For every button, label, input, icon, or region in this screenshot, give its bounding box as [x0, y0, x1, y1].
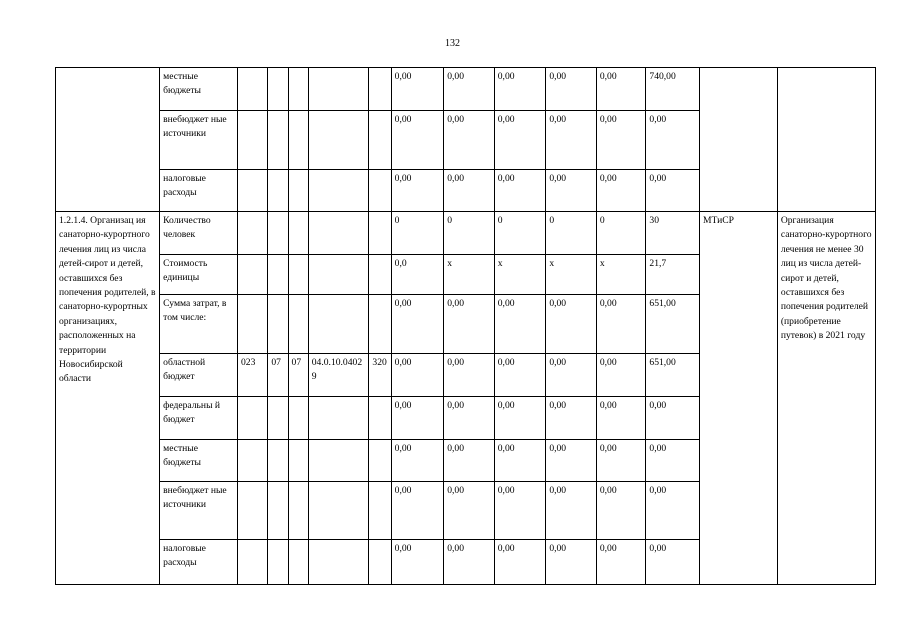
indicator-cell: внебюджет ные источники — [160, 482, 238, 540]
value-cell: 0 — [391, 212, 444, 255]
value-cell: 0,00 — [391, 170, 444, 212]
indicator-cell: налоговые расходы — [160, 170, 238, 212]
value-cell: 0,00 — [444, 68, 495, 111]
indicator-cell: местные бюджеты — [160, 440, 238, 482]
vr-cell — [369, 482, 391, 540]
value-cell: 740,00 — [646, 68, 700, 111]
value-cell: 0 — [494, 212, 546, 255]
value-cell: x — [444, 255, 495, 295]
value-cell: 0,00 — [596, 170, 646, 212]
value-cell: 0,00 — [546, 68, 597, 111]
value-cell: 0,00 — [391, 482, 444, 540]
csr-cell — [308, 397, 369, 440]
value-cell: 0,00 — [494, 68, 546, 111]
value-cell: 0,00 — [596, 295, 646, 354]
vr-cell — [369, 170, 391, 212]
value-cell: 0,00 — [646, 440, 700, 482]
value-cell: 0,00 — [391, 397, 444, 440]
pr-cell — [288, 397, 308, 440]
value-cell: 0,00 — [646, 170, 700, 212]
csr-cell — [308, 482, 369, 540]
csr-cell — [308, 295, 369, 354]
grbs-cell — [237, 482, 267, 540]
pr-cell — [288, 540, 308, 585]
pr-cell — [288, 482, 308, 540]
grbs-cell — [237, 111, 267, 170]
rz-cell — [268, 212, 288, 255]
rz-cell — [268, 111, 288, 170]
rz-cell — [268, 295, 288, 354]
value-cell: 0,00 — [444, 170, 495, 212]
csr-cell: 04.0.10.04029 — [308, 354, 369, 397]
indicator-cell: областной бюджет — [160, 354, 238, 397]
csr-cell — [308, 540, 369, 585]
value-cell: 0,00 — [546, 111, 597, 170]
csr-cell — [308, 212, 369, 255]
value-cell: 0 — [596, 212, 646, 255]
value-cell: 0,00 — [444, 295, 495, 354]
csr-cell — [308, 255, 369, 295]
value-cell: 0,00 — [444, 111, 495, 170]
value-cell: 0 — [546, 212, 597, 255]
rz-cell — [268, 255, 288, 295]
grbs-cell — [237, 212, 267, 255]
value-cell: 0,0 — [391, 255, 444, 295]
event-name-cell — [56, 68, 160, 212]
value-cell: 0 — [444, 212, 495, 255]
value-cell: 0,00 — [391, 111, 444, 170]
rz-cell — [268, 68, 288, 111]
value-cell: 0,00 — [444, 397, 495, 440]
value-cell: 0,00 — [596, 354, 646, 397]
value-cell: 0,00 — [596, 440, 646, 482]
csr-cell — [308, 170, 369, 212]
value-cell: 0,00 — [546, 540, 597, 585]
indicator-cell: местные бюджеты — [160, 68, 238, 111]
page-number: 132 — [445, 38, 460, 49]
csr-cell — [308, 111, 369, 170]
value-cell: 0,00 — [546, 295, 597, 354]
vr-cell — [369, 212, 391, 255]
pr-cell — [288, 170, 308, 212]
value-cell: 0,00 — [546, 482, 597, 540]
indicator-cell: внебюджет ные источники — [160, 111, 238, 170]
csr-cell — [308, 440, 369, 482]
value-cell: 0,00 — [391, 354, 444, 397]
vr-cell: 320 — [369, 354, 391, 397]
indicator-cell: Количество человек — [160, 212, 238, 255]
grbs-cell — [237, 170, 267, 212]
value-cell: 0,00 — [646, 482, 700, 540]
grbs-cell — [237, 68, 267, 111]
value-cell: 651,00 — [646, 354, 700, 397]
indicator-cell: налоговые расходы — [160, 540, 238, 585]
pr-cell — [288, 212, 308, 255]
vr-cell — [369, 68, 391, 111]
grbs-cell: 023 — [237, 354, 267, 397]
value-cell: 0,00 — [646, 397, 700, 440]
vr-cell — [369, 397, 391, 440]
indicator-cell: Стоимость единицы — [160, 255, 238, 295]
value-cell: 0,00 — [444, 354, 495, 397]
grbs-cell — [237, 440, 267, 482]
value-cell: 0,00 — [494, 482, 546, 540]
pr-cell — [288, 255, 308, 295]
rz-cell — [268, 170, 288, 212]
indicator-cell: федеральны й бюджет — [160, 397, 238, 440]
result-cell: Организация санаторно-курортного лечения не менее 30 лиц из числа детей-сирот и детей, оставшихся без попечения родителей (приобретение путевок) в 2021 году — [777, 212, 875, 585]
value-cell: 0,00 — [646, 540, 700, 585]
vr-cell — [369, 111, 391, 170]
csr-cell — [308, 68, 369, 111]
pr-cell — [288, 295, 308, 354]
rz-cell: 07 — [268, 354, 288, 397]
value-cell: 651,00 — [646, 295, 700, 354]
executor-cell: МТиСР — [699, 212, 777, 585]
value-cell: 0,00 — [546, 170, 597, 212]
value-cell: 0,00 — [494, 354, 546, 397]
value-cell: 0,00 — [494, 540, 546, 585]
rz-cell — [268, 540, 288, 585]
value-cell: 0,00 — [444, 540, 495, 585]
pr-cell — [288, 68, 308, 111]
value-cell: 0,00 — [391, 295, 444, 354]
vr-cell — [369, 440, 391, 482]
value-cell: 0,00 — [494, 295, 546, 354]
value-cell: 0,00 — [391, 68, 444, 111]
result-cell — [777, 68, 875, 212]
grbs-cell — [237, 397, 267, 440]
value-cell: 0,00 — [444, 440, 495, 482]
event-name-cell: 1.2.1.4. Организац ия санаторно-курортного лечения лиц из числа детей-сирот и детей, оставшихся без попечения родителей, в санаторно-курортных организациях, расположенных на территории Новосибирской области — [56, 212, 160, 585]
grbs-cell — [237, 540, 267, 585]
rz-cell — [268, 397, 288, 440]
executor-cell — [699, 68, 777, 212]
value-cell: 0,00 — [596, 68, 646, 111]
value-cell: 0,00 — [494, 397, 546, 440]
value-cell: 0,00 — [391, 540, 444, 585]
rz-cell — [268, 440, 288, 482]
vr-cell — [369, 295, 391, 354]
table-row — [56, 212, 876, 255]
value-cell: 0,00 — [596, 111, 646, 170]
table-row — [56, 68, 876, 111]
grbs-cell — [237, 295, 267, 354]
value-cell: 0,00 — [444, 482, 495, 540]
grbs-cell — [237, 255, 267, 295]
value-cell: x — [546, 255, 597, 295]
rz-cell — [268, 482, 288, 540]
pr-cell — [288, 111, 308, 170]
value-cell: 0,00 — [494, 111, 546, 170]
value-cell: x — [596, 255, 646, 295]
pr-cell: 07 — [288, 354, 308, 397]
value-cell: 0,00 — [546, 397, 597, 440]
value-cell: 30 — [646, 212, 700, 255]
vr-cell — [369, 540, 391, 585]
vr-cell — [369, 255, 391, 295]
value-cell: 0,00 — [546, 354, 597, 397]
value-cell: 0,00 — [391, 440, 444, 482]
value-cell: 0,00 — [494, 170, 546, 212]
indicator-cell: Сумма затрат, в том числе: — [160, 295, 238, 354]
program-table — [55, 67, 876, 585]
value-cell: 0,00 — [494, 440, 546, 482]
value-cell: 21,7 — [646, 255, 700, 295]
pr-cell — [288, 440, 308, 482]
value-cell: 0,00 — [646, 111, 700, 170]
value-cell: 0,00 — [596, 397, 646, 440]
value-cell: x — [494, 255, 546, 295]
value-cell: 0,00 — [596, 482, 646, 540]
value-cell: 0,00 — [546, 440, 597, 482]
value-cell: 0,00 — [596, 540, 646, 585]
